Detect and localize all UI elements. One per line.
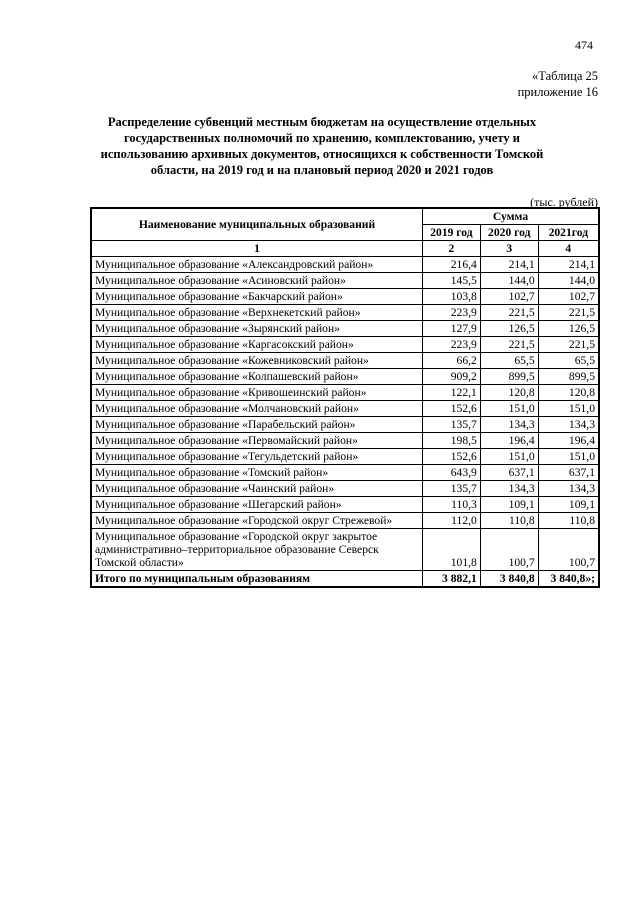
value-2020: 102,7 xyxy=(480,289,538,305)
value-2019: 135,7 xyxy=(423,417,481,433)
municipality-name: Муниципальное образование «Томский район» xyxy=(91,465,423,481)
total-row xyxy=(91,571,599,588)
municipality-name: Муниципальное образование «Шегарский район» xyxy=(91,497,423,513)
value-2021: 151,0 xyxy=(538,401,599,417)
value-2021: 134,3 xyxy=(538,481,599,497)
municipality-name: Муниципальное образование «Молчановский район» xyxy=(91,401,423,417)
municipality-name: Муниципальное образование «Первомайский район» xyxy=(91,433,423,449)
table-row xyxy=(91,257,599,273)
value-2020: 134,3 xyxy=(480,481,538,497)
header-name: Наименование муниципальных образований xyxy=(91,208,423,241)
page-number: 474 xyxy=(575,38,593,52)
value-2020: 899,5 xyxy=(480,369,538,385)
municipality-name: Муниципальное образование «Асиновский район» xyxy=(91,273,423,289)
value-2021: 120,8 xyxy=(538,385,599,401)
header-sum: Сумма xyxy=(423,208,600,225)
value-2021: 214,1 xyxy=(538,257,599,273)
table-row xyxy=(91,497,599,513)
municipality-name: Муниципальное образование «Кожевниковский район» xyxy=(91,353,423,369)
subvention-table xyxy=(90,207,600,588)
col-number-4: 4 xyxy=(538,241,599,257)
value-2020: 637,1 xyxy=(480,465,538,481)
value-2021: 110,8 xyxy=(538,513,599,529)
table-row xyxy=(91,385,599,401)
value-2019: 216,4 xyxy=(423,257,481,273)
value-2021: 102,7 xyxy=(538,289,599,305)
value-2021: 65,5 xyxy=(538,353,599,369)
value-2021: 637,1 xyxy=(538,465,599,481)
value-2019: 112,0 xyxy=(423,513,481,529)
value-2019: 122,1 xyxy=(423,385,481,401)
value-2019: 152,6 xyxy=(423,401,481,417)
table-row xyxy=(91,529,599,571)
col-number-1: 1 xyxy=(91,241,423,257)
total-2021: 3 840,8»; xyxy=(538,571,599,588)
table-body xyxy=(91,257,599,571)
table-reference xyxy=(518,68,598,100)
value-2019: 152,6 xyxy=(423,449,481,465)
value-2019: 127,9 xyxy=(423,321,481,337)
table-row xyxy=(91,417,599,433)
municipality-name: Муниципальное образование «Каргасокский район» xyxy=(91,337,423,353)
value-2020: 134,3 xyxy=(480,417,538,433)
units-label: (тыс. рублей) xyxy=(530,195,598,209)
col-number-3: 3 xyxy=(480,241,538,257)
municipality-name: Муниципальное образование «Бакчарский район» xyxy=(91,289,423,305)
value-2021: 144,0 xyxy=(538,273,599,289)
value-2019: 110,3 xyxy=(423,497,481,513)
municipality-name: Муниципальное образование «Александровский район» xyxy=(91,257,423,273)
value-2020: 151,0 xyxy=(480,401,538,417)
value-2020: 109,1 xyxy=(480,497,538,513)
municipality-name: Муниципальное образование «Колпашевский район» xyxy=(91,369,423,385)
col-number-2: 2 xyxy=(423,241,481,257)
value-2021: 221,5 xyxy=(538,337,599,353)
value-2019: 223,9 xyxy=(423,337,481,353)
value-2020: 151,0 xyxy=(480,449,538,465)
value-2020: 214,1 xyxy=(480,257,538,273)
table-row xyxy=(91,401,599,417)
value-2020: 144,0 xyxy=(480,273,538,289)
municipality-name: Муниципальное образование «Чаинский район» xyxy=(91,481,423,497)
value-2021: 196,4 xyxy=(538,433,599,449)
table-row xyxy=(91,433,599,449)
value-2021: 221,5 xyxy=(538,305,599,321)
header-year-2020: 2020 год xyxy=(480,225,538,241)
value-2020: 110,8 xyxy=(480,513,538,529)
municipality-name: Муниципальное образование «Городской округ Стрежевой» xyxy=(91,513,423,529)
municipality-name: Муниципальное образование «Верхнекетский район» xyxy=(91,305,423,321)
table-row xyxy=(91,465,599,481)
municipality-name: Муниципальное образование «Тегульдетский район» xyxy=(91,449,423,465)
value-2019: 643,9 xyxy=(423,465,481,481)
municipality-name: Муниципальное образование «Зырянский район» xyxy=(91,321,423,337)
value-2019: 909,2 xyxy=(423,369,481,385)
value-2019: 103,8 xyxy=(423,289,481,305)
total-2020: 3 840,8 xyxy=(480,571,538,588)
value-2020: 65,5 xyxy=(480,353,538,369)
value-2019: 101,8 xyxy=(423,529,481,571)
value-2020: 126,5 xyxy=(480,321,538,337)
table-ref-line2: приложение 16 xyxy=(517,85,598,99)
value-2019: 135,7 xyxy=(423,481,481,497)
total-label: Итого по муниципальным образованиям xyxy=(91,571,423,588)
table-row xyxy=(91,481,599,497)
table-colnum-row xyxy=(91,241,599,257)
value-2020: 221,5 xyxy=(480,305,538,321)
table-row xyxy=(91,337,599,353)
document-title: Распределение субвенций местным бюджетам на осуществление отдельных государственных полномочий по хранению, комплектованию, учету и использованию архивных документов, относящихся к собственности Томской области, на 2019 год и на плановый период 2020 и 2021 годов xyxy=(100,115,544,177)
value-2021: 109,1 xyxy=(538,497,599,513)
table-row xyxy=(91,449,599,465)
value-2019: 198,5 xyxy=(423,433,481,449)
table-row xyxy=(91,513,599,529)
value-2019: 223,9 xyxy=(423,305,481,321)
value-2019: 145,5 xyxy=(423,273,481,289)
table-row xyxy=(91,353,599,369)
value-2021: 126,5 xyxy=(538,321,599,337)
value-2020: 120,8 xyxy=(480,385,538,401)
table-row xyxy=(91,321,599,337)
total-2019: 3 882,1 xyxy=(423,571,481,588)
value-2021: 100,7 xyxy=(538,529,599,571)
municipality-name: Муниципальное образование «Городской округ закрытое административно–территориальное образование Северск Томской области» xyxy=(91,529,423,571)
table-header-row xyxy=(91,208,599,225)
value-2021: 151,0 xyxy=(538,449,599,465)
header-year-2019: 2019 год xyxy=(423,225,481,241)
table-row xyxy=(91,273,599,289)
table-row xyxy=(91,289,599,305)
municipality-name: Муниципальное образование «Парабельский район» xyxy=(91,417,423,433)
header-year-2021: 2021год xyxy=(538,225,599,241)
value-2019: 66,2 xyxy=(423,353,481,369)
value-2021: 134,3 xyxy=(538,417,599,433)
value-2020: 100,7 xyxy=(480,529,538,571)
table-row xyxy=(91,369,599,385)
value-2021: 899,5 xyxy=(538,369,599,385)
table-row xyxy=(91,305,599,321)
municipality-name: Муниципальное образование «Кривошеинский район» xyxy=(91,385,423,401)
table-ref-line1: «Таблица 25 xyxy=(532,69,598,83)
value-2020: 196,4 xyxy=(480,433,538,449)
value-2020: 221,5 xyxy=(480,337,538,353)
